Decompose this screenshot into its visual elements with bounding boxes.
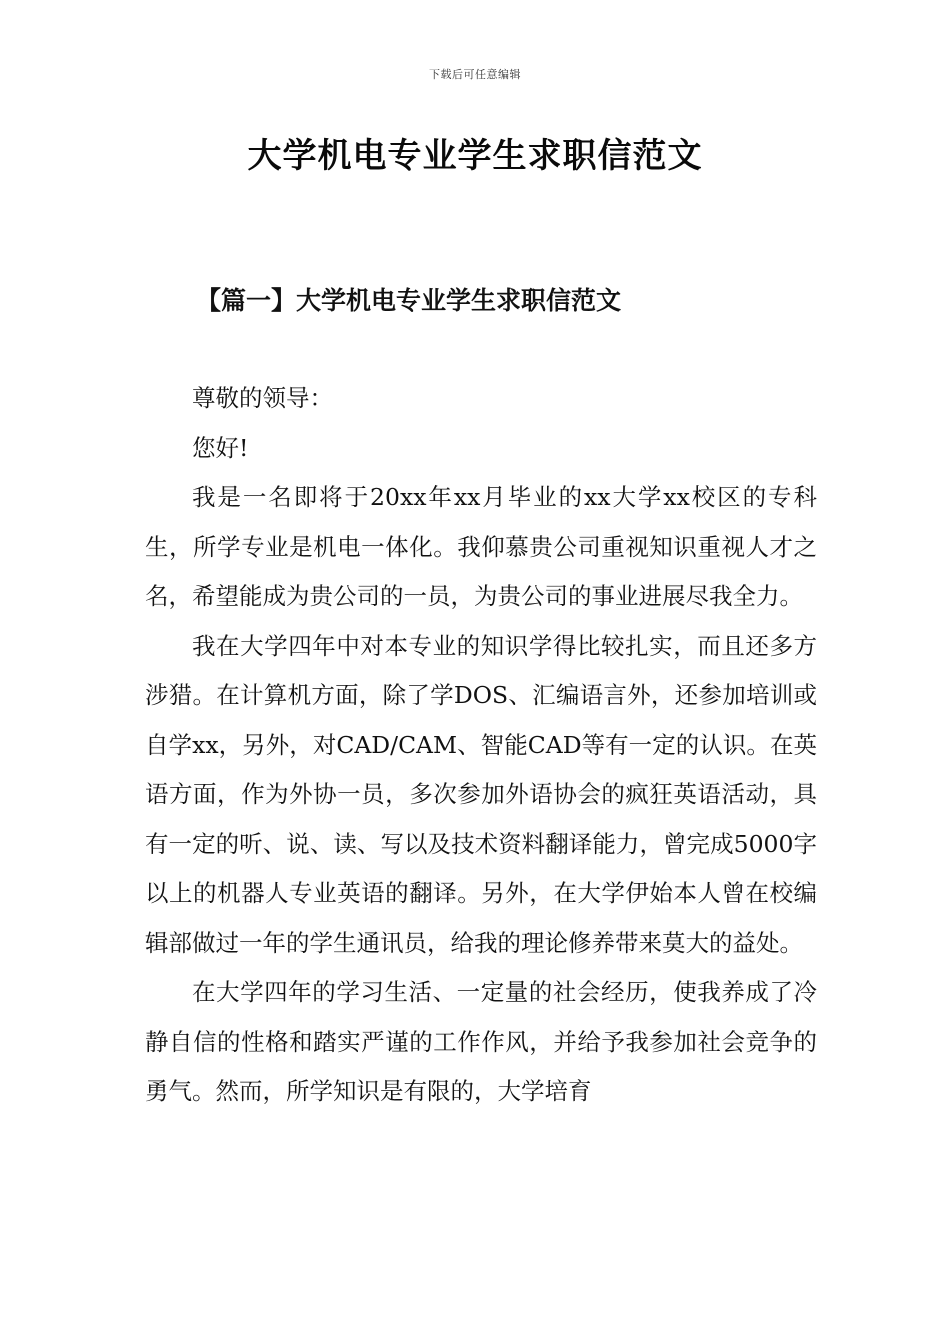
- paragraph-character: 在大学四年的学习生活、一定量的社会经历，使我养成了冷静自信的性格和踏实严谨的工作作风，并给予我参加社会竞争的勇气。然而，所学知识是有限的，大学培育: [145, 978, 817, 1105]
- salutation: 尊敬的领导：: [192, 384, 333, 412]
- letter-body: [145, 374, 817, 1117]
- paragraph-introduction: 我是一名即将于20xx年xx月毕业的xx大学xx校区的专科生，所学专业是机电一体化。我仰慕贵公司重视知识重视人才之名，希望能成为贵公司的一员，为贵公司的事业进展尽我全力。: [145, 483, 817, 610]
- header-note: 下载后可任意编辑: [429, 68, 521, 81]
- greeting: 您好!: [192, 433, 249, 462]
- paragraph-skills: 我在大学四年中对本专业的知识学得比较扎实，而且还多方涉猎。在计算机方面，除了学DOS、汇编语言外，还参加培训或自学xx，另外，对CAD/CAM、智能CAD等有一定的认识。在英语方面，作为外协一员，多次参加外语协会的疯狂英语活动，具有一定的听、说、读、写以及技术资料翻译能力，曾完成5000字以上的机器人专业英语的翻译。另外，在大学伊始本人曾在校编辑部做过一年的学生通讯员，给我的理论修养带来莫大的益处。: [145, 631, 817, 957]
- document-title: 大学机电专业学生求职信范文: [247, 136, 703, 176]
- section-heading: 【篇一】大学机电专业学生求职信范文: [196, 286, 622, 315]
